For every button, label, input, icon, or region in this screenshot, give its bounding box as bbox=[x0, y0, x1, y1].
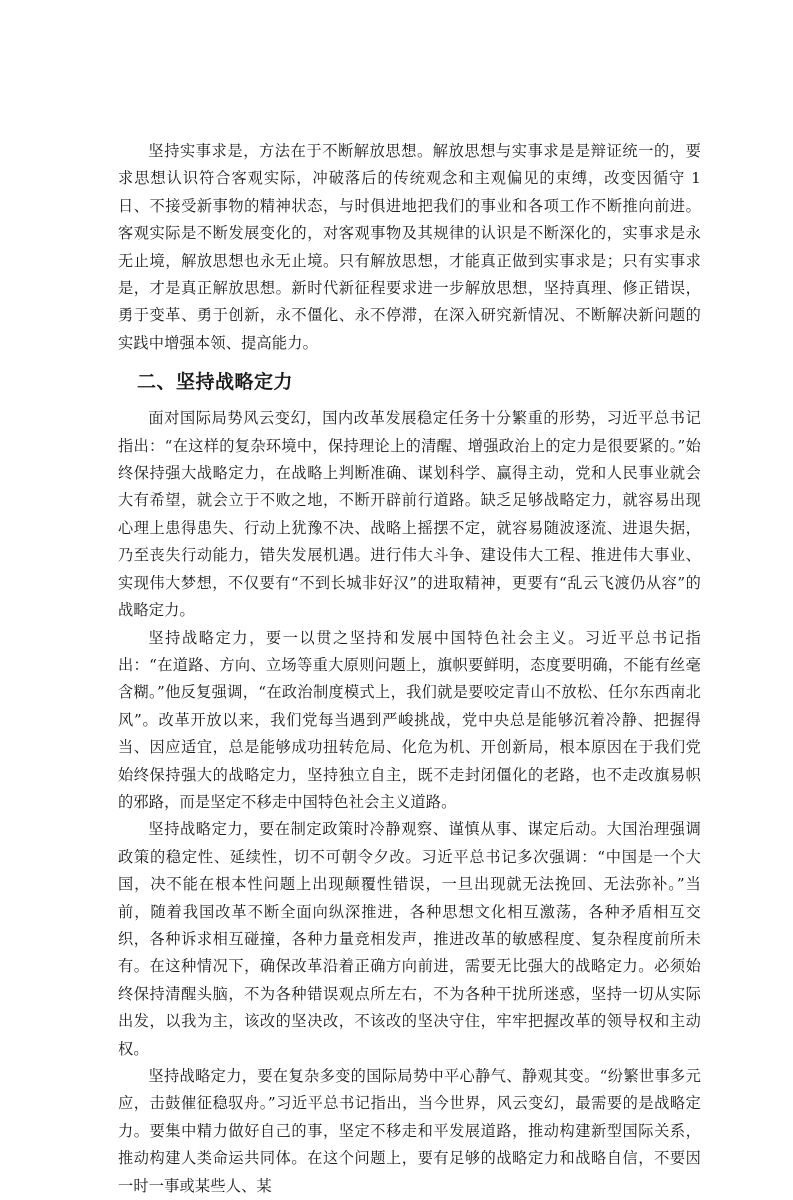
section-paragraph: 坚持战略定力，要一以贯之坚持和发展中国特色社会主义。习近平总书记指出：“在道路、方向、立场等重大原则问题上，旗帜要鲜明，态度要明确，不能有丝毫含糊。”他反复强调，“在政治制度模式上，我们就是要咬定青山不放松、任尔东西南北风”。改革开放以来，我们党每当遇到严峻挑战，党中央总是能够沉着冷静、把握得当、因应适宜，总是能够成功扭转危局、化危为机、开创新局，根本原因在于我们党始终保持强大的战略定力，坚持独立自主，既不走封闭僵化的老路，也不走改旗易帜的邪路，而是坚定不移走中国特色社会主义道路。 bbox=[118, 628, 701, 811]
section-paragraph: 坚持战略定力，要在制定政策时冷静观察、谨慎从事、谋定后动。大国治理强调政策的稳定性、延续性，切不可朝令夕改。习近平总书记多次强调：“中国是一个大国，决不能在根本性问题上出现颠覆性错误，一旦出现就无法挽回、无法弥补。”当前，随着我国改革不断全面向纵深推进，各种思想文化相互激荡，各种矛盾相互交织，各种诉求相互碰撞，各种力量竞相发声，推进改革的敏感程度、复杂程度前所未有。在这种情况下，确保改革沿着正确方向前进，需要无比强大的战略定力。必须始终保持清醒头脑，不为各种错误观点所左右，不为各种干扰所迷惑，坚持一切从实际出发，以我为主，该改的坚决改，不该改的坚决守住，牢牢把握改革的领导权和主动权。 bbox=[118, 820, 701, 1058]
section-paragraph: 面对国际局势风云变幻，国内改革发展稳定任务十分繁重的形势，习近平总书记指出：“在这样的复杂环境中，保持理论上的清醒、增强政治上的定力是很要紧的。”始终保持强大战略定力，在战略上判断准确、谋划科学、赢得主动，党和人民事业就会大有希望，就会立于不败之地，不断开辟前行道路。缺乏足够战略定力，就容易出现心理上患得患失、行动上犹豫不决、战略上摇摆不定，就容易随波逐流、进退失据，乃至丧失行动能力，错失发展机遇。进行伟大斗争、建设伟大工程、推进伟大事业、实现伟大梦想，不仅要有“不到长城非好汉”的进取精神，更要有“乱云飞渡仍从容”的战略定力。 bbox=[118, 409, 701, 620]
intro-paragraph: 坚持实事求是，方法在于不断解放思想。解放思想与实事求是是辩证统一的，要求思想认识符合客观实际，冲破落后的传统观念和主观偏见的束缚，改变因循守 1 日、不接受新事物的精神状态，与时俱进地把我们的事业和各项工作不断推向前进。客观实际是不断发展变化的，对客观事物及其规律的认识是不断深化的，实事求是永无止境，解放思想也永无止境。只有解放思想，才能真正做到实事求是；只有实事求是，才是真正解放思想。新时代新征程要求进一步解放思想，坚持真理、修正错误，勇于变革、勇于创新，永不僵化、永不停滞，在深入研究新情况、不断解决新问题的实践中增强本领、提高能力。 bbox=[118, 142, 701, 352]
section-paragraph: 坚持战略定力，要在复杂多变的国际局势中平心静气、静观其变。“纷繁世事多元应，击鼓催征稳驭舟。”习近平总书记指出，当今世界，风云变幻，最需要的是战略定力。要集中精力做好自己的事，坚定不移走和平发展道路，推动构建新型国际关系，推动构建人类命运共同体。在这个问题上，要有足够的战略定力和战略自信，不要因一时一事或某些人、某 bbox=[118, 1067, 701, 1195]
section-heading: 二、坚持战略定力 bbox=[137, 371, 294, 394]
